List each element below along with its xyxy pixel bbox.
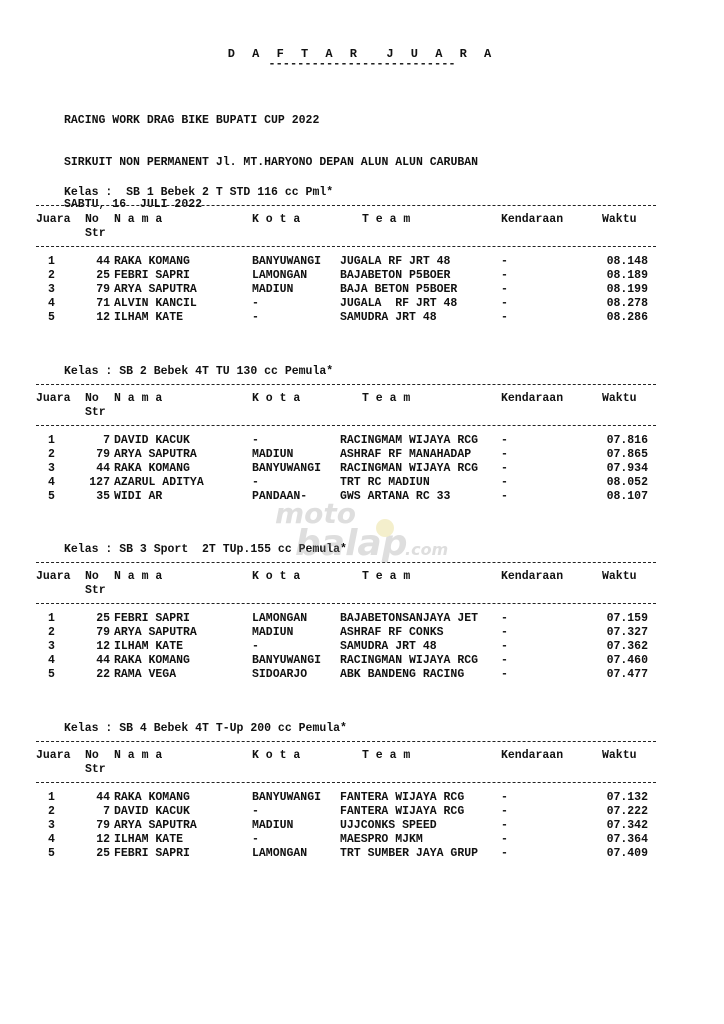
col-kendaraan-header: Kendaraan: [501, 570, 564, 583]
nama-cell: ARYA SAPUTRA: [114, 819, 197, 832]
kendaraan-cell: -: [501, 255, 508, 268]
col-juara-header: Juara: [36, 392, 71, 405]
no-cell: 7: [103, 434, 110, 447]
waktu-cell: 07.132: [606, 791, 648, 804]
juara-cell: 3: [48, 283, 55, 296]
col-str-header: Str: [85, 406, 106, 419]
waktu-cell: 07.362: [606, 640, 648, 653]
juara-cell: 3: [48, 819, 55, 832]
team-cell: BAJABETONSANJAYA JET: [340, 612, 479, 625]
nama-cell: ARYA SAPUTRA: [114, 626, 197, 639]
team-cell: SAMUDRA JRT 48: [340, 640, 437, 653]
kendaraan-cell: -: [501, 819, 508, 832]
nama-cell: RAKA KOMANG: [114, 462, 190, 475]
col-team-header: T e a m: [362, 570, 411, 583]
kendaraan-cell: -: [501, 283, 508, 296]
col-waktu-header: Waktu: [602, 392, 637, 405]
nama-cell: ALVIN KANCIL: [114, 297, 197, 310]
nama-cell: FEBRI SAPRI: [114, 269, 190, 282]
juara-cell: 3: [48, 462, 55, 475]
kendaraan-cell: -: [501, 612, 508, 625]
svg-text:moto: moto: [275, 497, 357, 530]
col-kota-header: K o t a: [252, 570, 301, 583]
team-cell: JUGALA RF JRT 48: [340, 297, 458, 310]
juara-cell: 5: [48, 668, 55, 681]
kota-cell: MADIUN: [252, 448, 294, 461]
juara-cell: 1: [48, 434, 55, 447]
team-cell: FANTERA WIJAYA RCG: [340, 805, 465, 818]
col-team-header: T e a m: [362, 213, 411, 226]
table-rule-top: [36, 741, 656, 742]
table-row: [36, 311, 656, 325]
juara-cell: 2: [48, 805, 55, 818]
nama-cell: ILHAM KATE: [114, 311, 184, 324]
team-cell: SAMUDRA JRT 48: [340, 311, 437, 324]
col-nama-header: N a m a: [114, 749, 163, 762]
kota-cell: LAMONGAN: [252, 269, 308, 282]
table-row: [36, 640, 656, 654]
table-rule-header: [36, 603, 656, 604]
nama-cell: FEBRI SAPRI: [114, 847, 190, 860]
svg-text:balap: balap: [295, 523, 408, 564]
waktu-cell: 07.934: [606, 462, 648, 475]
table-row: [36, 448, 656, 462]
waktu-cell: 07.816: [606, 434, 648, 447]
waktu-cell: 07.327: [606, 626, 648, 639]
table-row: [36, 805, 656, 819]
juara-cell: 4: [48, 476, 55, 489]
kota-cell: MADIUN: [252, 819, 294, 832]
col-nama-header: N a m a: [114, 392, 163, 405]
juara-cell: 5: [48, 847, 55, 860]
nama-cell: WIDI AR: [114, 490, 163, 503]
kota-cell: SIDOARJO: [252, 668, 308, 681]
event-name: RACING WORK DRAG BIKE BUPATI CUP 2022: [64, 114, 320, 127]
waktu-cell: 07.460: [606, 654, 648, 667]
class-heading: Kelas : SB 3 Sport 2T TUp.155 cc Pemula*: [64, 543, 347, 556]
no-cell: 127: [89, 476, 110, 489]
nama-cell: RAKA KOMANG: [114, 255, 190, 268]
waktu-cell: 07.865: [606, 448, 648, 461]
col-kota-header: K o t a: [252, 392, 301, 405]
kendaraan-cell: -: [501, 805, 508, 818]
table-row: [36, 255, 656, 269]
table-row: [36, 668, 656, 682]
col-nama-header: N a m a: [114, 213, 163, 226]
waktu-cell: 07.159: [606, 612, 648, 625]
nama-cell: RAKA KOMANG: [114, 791, 190, 804]
nama-cell: AZARUL ADITYA: [114, 476, 204, 489]
no-cell: 12: [96, 833, 110, 846]
table-rule-top: [36, 384, 656, 385]
kendaraan-cell: -: [501, 833, 508, 846]
col-no-header: No: [85, 749, 99, 762]
kota-cell: -: [252, 297, 259, 310]
col-str-header: Str: [85, 763, 106, 776]
juara-cell: 5: [48, 311, 55, 324]
col-str-header: Str: [85, 584, 106, 597]
kendaraan-cell: -: [501, 640, 508, 653]
kota-cell: BANYUWANGI: [252, 255, 322, 268]
kendaraan-cell: -: [501, 434, 508, 447]
nama-cell: RAKA KOMANG: [114, 654, 190, 667]
class-heading: Kelas : SB 4 Bebek 4T T-Up 200 cc Pemula*: [64, 722, 347, 735]
nama-cell: ILHAM KATE: [114, 640, 184, 653]
no-cell: 22: [96, 668, 110, 681]
juara-cell: 4: [48, 297, 55, 310]
table-row: [36, 462, 656, 476]
table-rule-header: [36, 246, 656, 247]
team-cell: GWS ARTANA RC 33: [340, 490, 451, 503]
juara-cell: 5: [48, 490, 55, 503]
col-waktu-header: Waktu: [602, 570, 637, 583]
kota-cell: MADIUN: [252, 626, 294, 639]
kota-cell: PANDAAN-: [252, 490, 308, 503]
no-cell: 12: [96, 640, 110, 653]
kendaraan-cell: -: [501, 668, 508, 681]
col-waktu-header: Waktu: [602, 213, 637, 226]
waktu-cell: 07.222: [606, 805, 648, 818]
waktu-cell: 07.364: [606, 833, 648, 846]
juara-cell: 1: [48, 791, 55, 804]
kendaraan-cell: -: [501, 269, 508, 282]
team-cell: RACINGMAM WIJAYA RCG: [340, 434, 479, 447]
kota-cell: BANYUWANGI: [252, 462, 322, 475]
kota-cell: -: [252, 805, 259, 818]
table-row: [36, 283, 656, 297]
table-row: [36, 626, 656, 640]
team-cell: TRT RC MADIUN: [340, 476, 430, 489]
kendaraan-cell: -: [501, 626, 508, 639]
waktu-cell: 07.409: [606, 847, 648, 860]
col-no-header: No: [85, 570, 99, 583]
team-cell: ASHRAF RF MANAHADAP: [340, 448, 472, 461]
team-cell: MAESPRO MJKM: [340, 833, 423, 846]
class-heading: Kelas : SB 1 Bebek 2 T STD 116 cc Pml*: [64, 186, 334, 199]
team-cell: BAJA BETON P5BOER: [340, 283, 458, 296]
team-cell: TRT SUMBER JAYA GRUP: [340, 847, 479, 860]
waktu-cell: 07.477: [606, 668, 648, 681]
col-no-header: No: [85, 213, 99, 226]
col-no-header: No: [85, 392, 99, 405]
juara-cell: 2: [48, 448, 55, 461]
col-kendaraan-header: Kendaraan: [501, 392, 564, 405]
waktu-cell: 08.052: [606, 476, 648, 489]
kendaraan-cell: -: [501, 654, 508, 667]
col-waktu-header: Waktu: [602, 749, 637, 762]
no-cell: 12: [96, 311, 110, 324]
kota-cell: -: [252, 311, 259, 324]
col-str-header: Str: [85, 227, 106, 240]
juara-cell: 4: [48, 833, 55, 846]
table-rule-top: [36, 205, 656, 206]
nama-cell: DAVID KACUK: [114, 434, 190, 447]
event-date: SABTU, 16 JULI 2022: [64, 198, 203, 211]
team-cell: BAJABETON P5BOER: [340, 269, 451, 282]
team-cell: FANTERA WIJAYA RCG: [340, 791, 465, 804]
table-row: [36, 434, 656, 448]
waktu-cell: 08.199: [606, 283, 648, 296]
juara-cell: 2: [48, 269, 55, 282]
class-heading: Kelas : SB 2 Bebek 4T TU 130 cc Pemula*: [64, 365, 334, 378]
nama-cell: ARYA SAPUTRA: [114, 448, 197, 461]
col-kendaraan-header: Kendaraan: [501, 749, 564, 762]
document-title: D A F T A R J U A R A: [227, 47, 497, 61]
waktu-cell: 08.148: [606, 255, 648, 268]
no-cell: 44: [96, 462, 110, 475]
no-cell: 79: [96, 819, 110, 832]
no-cell: 79: [96, 626, 110, 639]
kendaraan-cell: -: [501, 297, 508, 310]
juara-cell: 2: [48, 626, 55, 639]
nama-cell: RAMA VEGA: [114, 668, 177, 681]
table-row: [36, 490, 656, 504]
table-row: [36, 819, 656, 833]
table-row: [36, 269, 656, 283]
kendaraan-cell: -: [501, 791, 508, 804]
col-juara-header: Juara: [36, 749, 71, 762]
team-cell: UJJCONKS SPEED: [340, 819, 437, 832]
kendaraan-cell: -: [501, 311, 508, 324]
kota-cell: MADIUN: [252, 283, 294, 296]
nama-cell: ILHAM KATE: [114, 833, 184, 846]
kota-cell: LAMONGAN: [252, 847, 308, 860]
team-cell: JUGALA RF JRT 48: [340, 255, 451, 268]
team-cell: RACINGMAN WIJAYA RCG: [340, 462, 479, 475]
table-row: [36, 476, 656, 490]
kota-cell: -: [252, 640, 259, 653]
waktu-cell: 08.278: [606, 297, 648, 310]
waktu-cell: 08.189: [606, 269, 648, 282]
svg-text:.com: .com: [405, 540, 449, 559]
juara-cell: 1: [48, 255, 55, 268]
kota-cell: LAMONGAN: [252, 612, 308, 625]
table-row: [36, 297, 656, 311]
kota-cell: BANYUWANGI: [252, 791, 322, 804]
juara-cell: 1: [48, 612, 55, 625]
no-cell: 71: [96, 297, 110, 310]
kendaraan-cell: -: [501, 476, 508, 489]
no-cell: 25: [96, 269, 110, 282]
col-nama-header: N a m a: [114, 570, 163, 583]
col-kota-header: K o t a: [252, 213, 301, 226]
no-cell: 25: [96, 612, 110, 625]
col-juara-header: Juara: [36, 570, 71, 583]
waktu-cell: 07.342: [606, 819, 648, 832]
kota-cell: -: [252, 434, 259, 447]
waktu-cell: 08.107: [606, 490, 648, 503]
no-cell: 7: [103, 805, 110, 818]
no-cell: 79: [96, 448, 110, 461]
no-cell: 79: [96, 283, 110, 296]
kota-cell: BANYUWANGI: [252, 654, 322, 667]
table-row: [36, 847, 656, 861]
waktu-cell: 08.286: [606, 311, 648, 324]
team-cell: ASHRAF RF CONKS: [340, 626, 444, 639]
table-row: [36, 612, 656, 626]
juara-cell: 4: [48, 654, 55, 667]
col-kota-header: K o t a: [252, 749, 301, 762]
table-row: [36, 791, 656, 805]
col-juara-header: Juara: [36, 213, 71, 226]
no-cell: 44: [96, 654, 110, 667]
team-cell: RACINGMAN WIJAYA RCG: [340, 654, 479, 667]
juara-cell: 3: [48, 640, 55, 653]
nama-cell: FEBRI SAPRI: [114, 612, 190, 625]
no-cell: 44: [96, 791, 110, 804]
kota-cell: -: [252, 476, 259, 489]
no-cell: 44: [96, 255, 110, 268]
team-cell: ABK BANDENG RACING: [340, 668, 465, 681]
kendaraan-cell: -: [501, 462, 508, 475]
kendaraan-cell: -: [501, 847, 508, 860]
table-rule-header: [36, 425, 656, 426]
table-rule-header: [36, 782, 656, 783]
col-team-header: T e a m: [362, 749, 411, 762]
col-kendaraan-header: Kendaraan: [501, 213, 564, 226]
no-cell: 25: [96, 847, 110, 860]
event-venue: SIRKUIT NON PERMANENT Jl. MT.HARYONO DEPAN ALUN ALUN CARUBAN: [64, 156, 479, 169]
kendaraan-cell: -: [501, 448, 508, 461]
title-underline: --------------------------: [268, 57, 456, 71]
kota-cell: -: [252, 833, 259, 846]
nama-cell: DAVID KACUK: [114, 805, 190, 818]
no-cell: 35: [96, 490, 110, 503]
col-team-header: T e a m: [362, 392, 411, 405]
table-row: [36, 833, 656, 847]
table-row: [36, 654, 656, 668]
table-rule-top: [36, 562, 656, 563]
nama-cell: ARYA SAPUTRA: [114, 283, 197, 296]
kendaraan-cell: -: [501, 490, 508, 503]
